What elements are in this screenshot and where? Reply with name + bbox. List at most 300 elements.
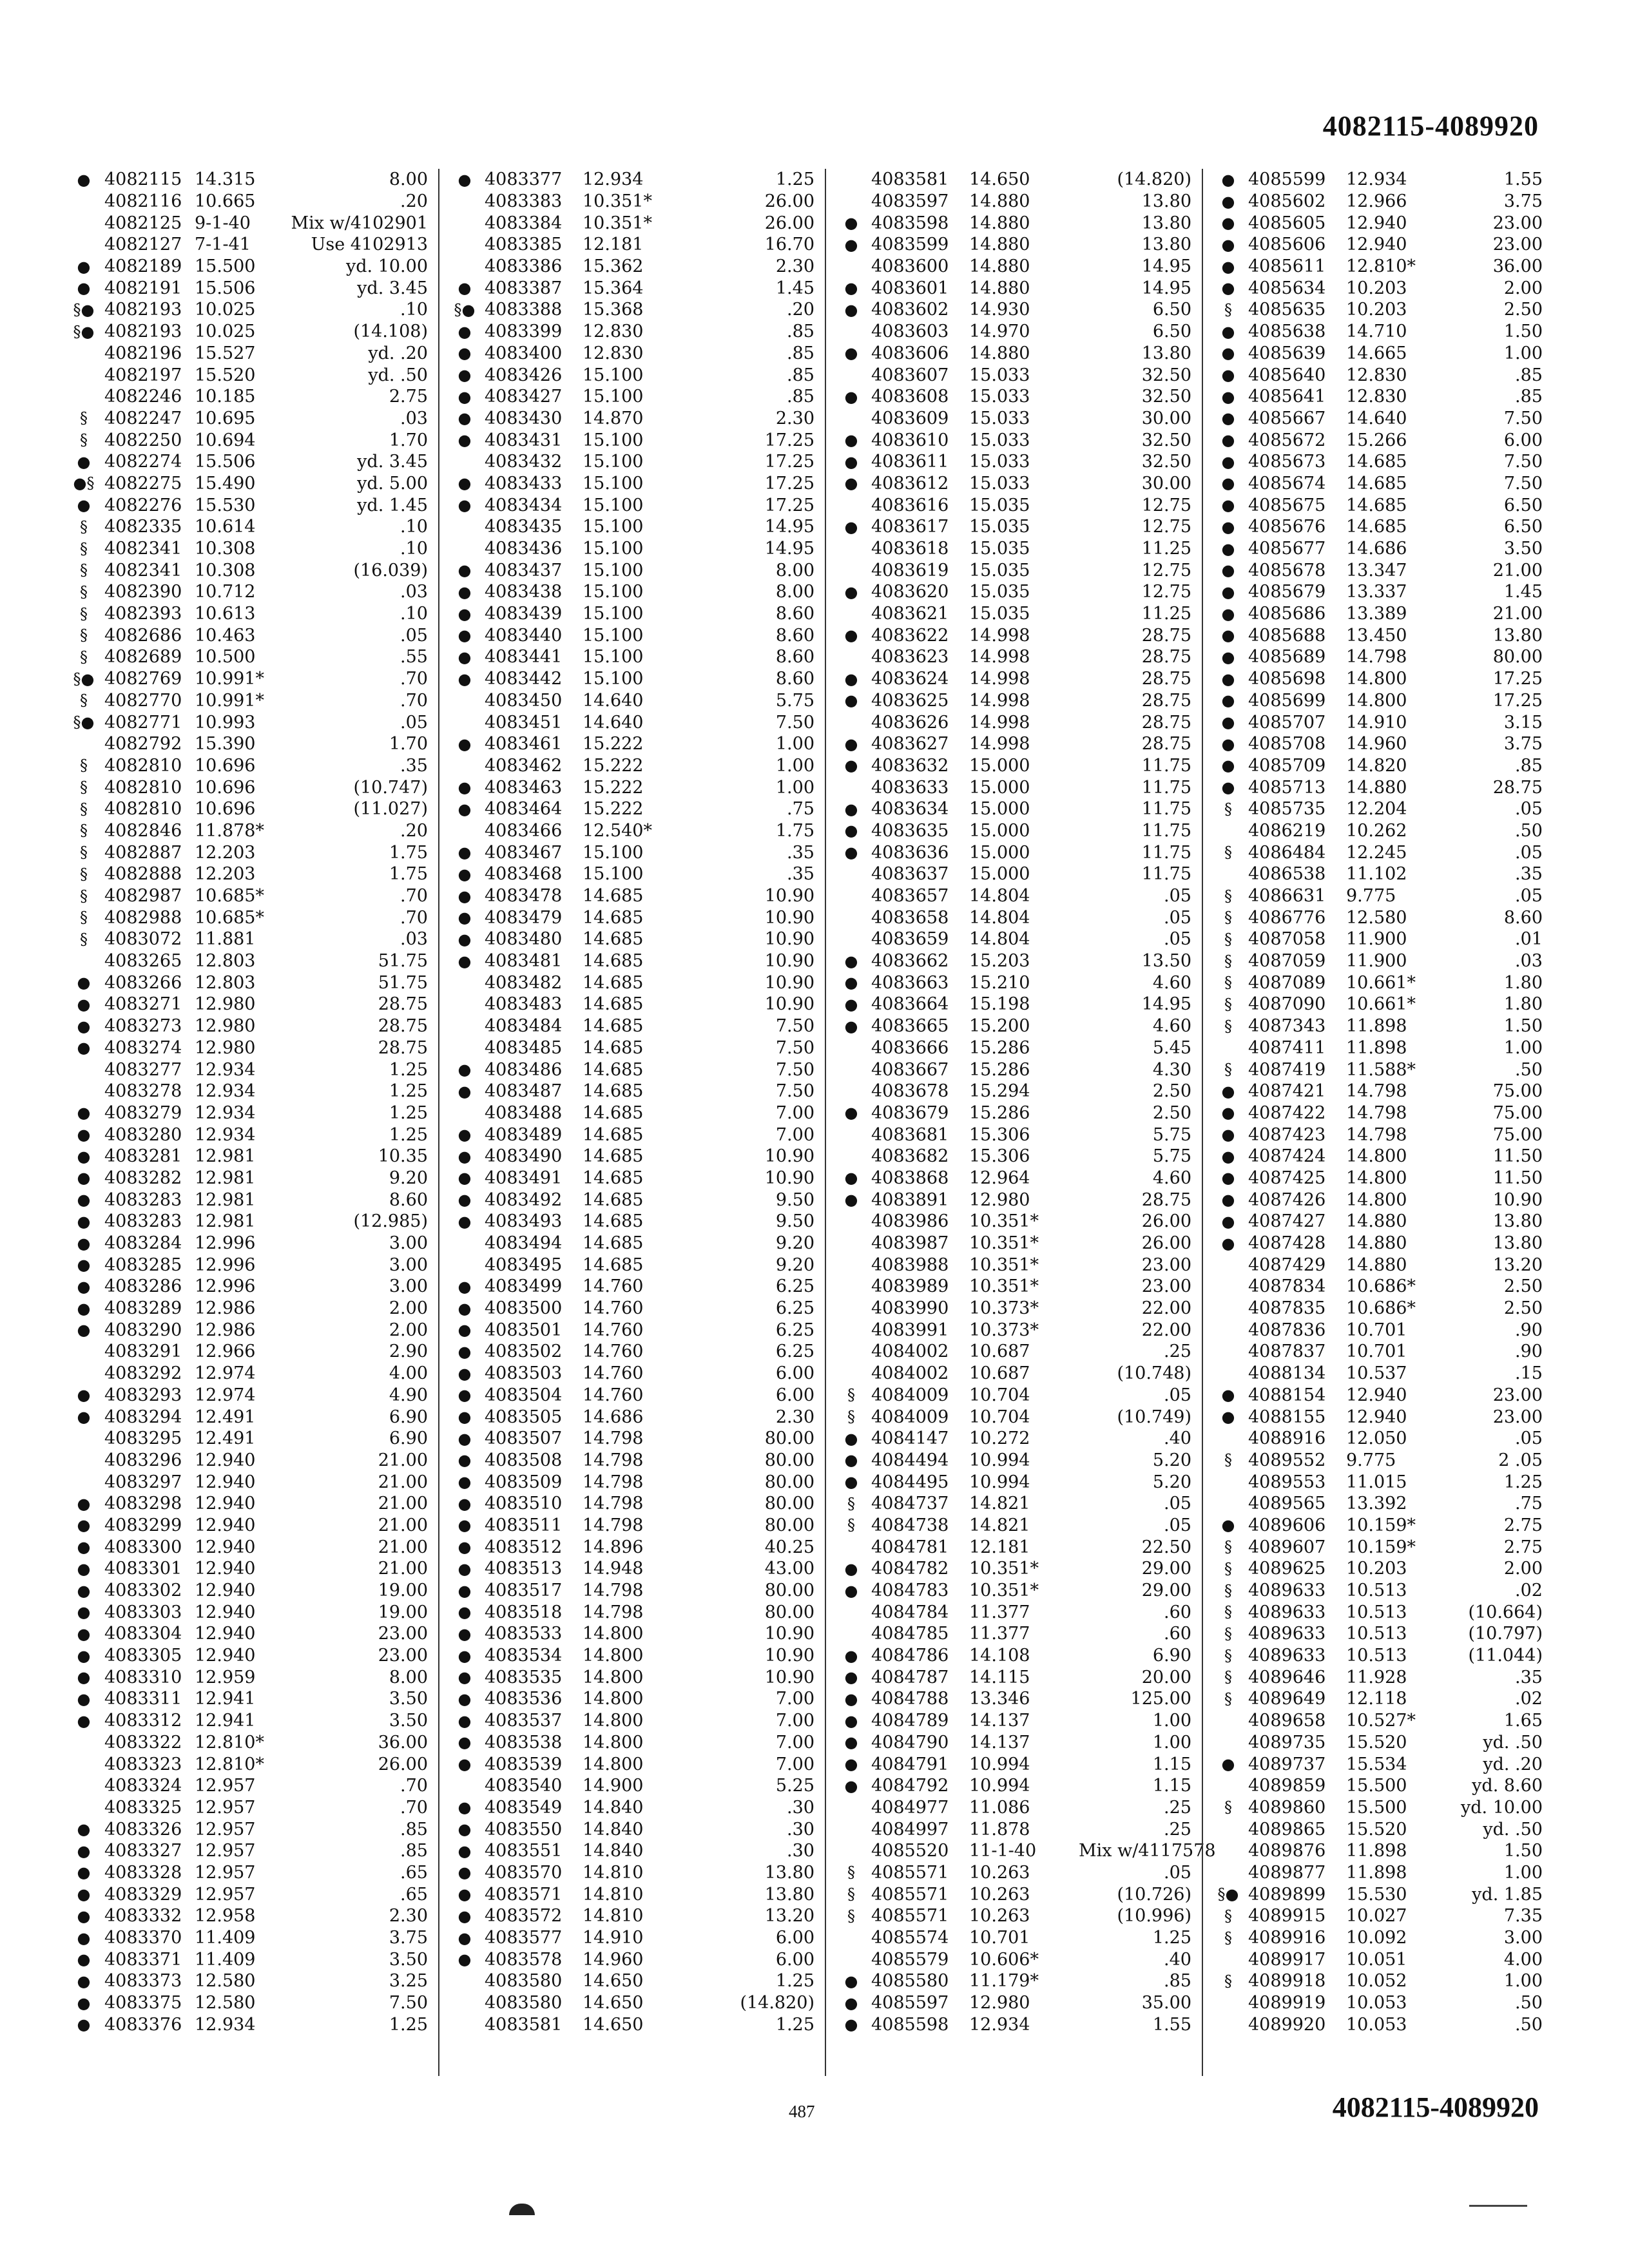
table-row <box>63 451 433 473</box>
part-number: 4087422 <box>1248 1102 1326 1123</box>
part-number: 4083599 <box>871 235 949 255</box>
part-number: 4089633 <box>1248 1602 1326 1622</box>
table-row <box>831 798 1197 820</box>
amount-value: .70 <box>400 886 428 907</box>
part-number: 4083505 <box>485 1407 563 1427</box>
gauge-value: 12.934 <box>969 2014 1030 2035</box>
part-number: 4087425 <box>1248 1168 1326 1188</box>
row-marker: §● <box>1217 1885 1239 1904</box>
amount-value: 1.50 <box>1503 1841 1543 1861</box>
table-row <box>445 473 820 495</box>
page-number: 487 <box>789 2102 815 2121</box>
row-marker: ● <box>77 1624 91 1643</box>
amount-value: 12.75 <box>1141 495 1191 515</box>
row-marker: ● <box>77 1668 91 1687</box>
gauge-value: 15.000 <box>969 864 1030 885</box>
bottom-dash-mark <box>1469 2205 1527 2207</box>
table-row <box>63 1666 433 1688</box>
amount-value: 11.75 <box>1141 820 1191 841</box>
row-marker: § <box>80 517 88 536</box>
gauge-value: 14.870 <box>583 408 644 428</box>
gauge-value: 14.686 <box>1346 539 1407 559</box>
row-marker: ● <box>844 669 858 688</box>
row-marker: ● <box>458 908 472 927</box>
gauge-value: 10.053 <box>1346 1993 1407 2013</box>
gauge-value: 10.513 <box>1346 1581 1407 1601</box>
table-row <box>831 1775 1197 1797</box>
table-row <box>445 1081 820 1102</box>
amount-value: 26.00 <box>764 213 815 233</box>
row-marker: ● <box>77 1386 91 1405</box>
gauge-value: 10.203 <box>1346 300 1407 320</box>
table-row <box>1208 169 1548 191</box>
amount-value: (10.996) <box>1117 1906 1191 1927</box>
amount-value: 6.00 <box>775 1385 815 1405</box>
table-row <box>831 364 1197 386</box>
amount-value: 17.25 <box>764 452 815 472</box>
column-3 <box>825 169 1216 2076</box>
amount-value: 1.15 <box>1152 1754 1191 1774</box>
table-row <box>445 711 820 733</box>
gauge-value: 10.687 <box>969 1363 1030 1384</box>
table-row <box>63 1493 433 1515</box>
gauge-value: 14.760 <box>583 1341 644 1362</box>
row-marker: ● <box>844 1646 858 1665</box>
row-marker: § <box>1224 1538 1232 1557</box>
part-number: 4083681 <box>871 1124 949 1145</box>
part-number: 4082246 <box>104 387 182 407</box>
row-marker: ● <box>1221 1755 1235 1774</box>
row-marker: ● <box>458 887 472 905</box>
gauge-value: 15.100 <box>583 625 644 646</box>
row-marker: ● <box>77 1603 91 1622</box>
gauge-value: 10.308 <box>195 560 256 581</box>
amount-value: 2.00 <box>389 1320 428 1340</box>
table-row <box>445 1666 820 1688</box>
amount-value: 6.25 <box>775 1320 815 1340</box>
part-number: 4083517 <box>485 1581 563 1601</box>
part-number: 4083617 <box>871 517 949 537</box>
table-row <box>831 1840 1216 1862</box>
amount-value: 6.25 <box>775 1298 815 1319</box>
part-number: 4083433 <box>485 473 563 494</box>
part-number: 4083310 <box>104 1667 182 1687</box>
table-row <box>63 1211 433 1233</box>
table-row <box>63 928 433 950</box>
table-row <box>445 1385 820 1407</box>
part-number: 4085639 <box>1248 343 1326 363</box>
gauge-value: 12.940 <box>195 1646 256 1666</box>
part-number: 4084790 <box>871 1732 949 1753</box>
gauge-value: 10.527* <box>1346 1711 1416 1731</box>
part-number: 4085679 <box>1248 582 1326 602</box>
table-row <box>1208 1732 1548 1754</box>
amount-value: 6.00 <box>775 1928 815 1948</box>
part-number: 4085634 <box>1248 278 1326 298</box>
gauge-value: 10.614 <box>195 517 256 537</box>
part-number: 4085667 <box>1248 408 1326 428</box>
gauge-value: 14.880 <box>1346 1211 1407 1232</box>
row-marker: ● <box>458 431 472 450</box>
gauge-value: 14.930 <box>969 300 1030 320</box>
amount-value: 1.50 <box>1503 322 1543 342</box>
gauge-value: 10.053 <box>1346 2014 1407 2035</box>
amount-value: 3.00 <box>389 1254 428 1275</box>
part-number: 4082274 <box>104 452 182 472</box>
table-row <box>1208 798 1548 820</box>
gauge-value: 14.970 <box>969 322 1030 342</box>
part-number: 4087835 <box>1248 1298 1326 1319</box>
amount-value: .05 <box>1515 886 1543 907</box>
amount-value: .70 <box>400 1776 428 1796</box>
part-number: 4084786 <box>871 1646 949 1666</box>
row-marker: § <box>80 865 88 883</box>
table-row <box>445 1059 820 1081</box>
table-row <box>445 1992 820 2014</box>
part-number: 4083467 <box>485 842 563 863</box>
amount-value: 28.75 <box>1141 690 1191 711</box>
amount-value: 10.90 <box>764 1646 815 1666</box>
amount-value: 5.75 <box>1152 1124 1191 1145</box>
part-number: 4089633 <box>1248 1581 1326 1601</box>
row-marker: ● <box>1221 1234 1235 1253</box>
amount-value: 7.50 <box>775 1081 815 1102</box>
row-marker: § <box>847 1907 855 1925</box>
table-row <box>831 1102 1197 1124</box>
table-row <box>63 559 433 581</box>
table-row <box>1208 1840 1548 1862</box>
part-number: 4089735 <box>1248 1732 1326 1753</box>
part-number: 4083616 <box>871 495 949 515</box>
table-row <box>445 1471 820 1493</box>
gauge-value: 14.798 <box>1346 647 1407 668</box>
row-marker: ● <box>844 214 858 233</box>
part-number: 4084788 <box>871 1689 949 1709</box>
table-row <box>63 1406 433 1428</box>
gauge-value: 11.179* <box>969 1971 1039 1992</box>
table-row <box>831 1406 1197 1428</box>
amount-value: 3.75 <box>1503 734 1543 754</box>
gauge-value: 14.998 <box>969 734 1030 754</box>
part-number: 4083483 <box>485 994 563 1015</box>
part-number: 4082189 <box>104 256 182 277</box>
table-row <box>445 581 820 603</box>
row-marker: § <box>80 409 88 428</box>
amount-value: 8.00 <box>775 560 815 581</box>
amount-value: 23.00 <box>1492 1385 1543 1405</box>
part-number: 4083511 <box>485 1515 563 1535</box>
table-row <box>63 1797 433 1819</box>
part-number: 4083373 <box>104 1971 182 1992</box>
gauge-value: 11.928 <box>1346 1667 1407 1687</box>
table-row <box>831 299 1197 321</box>
gauge-value: 13.392 <box>1346 1494 1407 1514</box>
amount-value: .25 <box>1164 1797 1191 1818</box>
amount-value: (11.027) <box>353 799 428 820</box>
gauge-value: 14.810 <box>583 1906 644 1927</box>
amount-value: .10 <box>400 517 428 537</box>
table-row <box>831 1493 1197 1515</box>
table-row <box>831 1536 1197 1558</box>
row-marker: ● <box>844 1711 858 1730</box>
row-marker: § <box>1224 1928 1232 1947</box>
amount-value: 10.90 <box>764 994 815 1015</box>
gauge-value: 14.685 <box>583 1016 644 1037</box>
row-marker: ● <box>458 1928 472 1947</box>
amount-value: 11.25 <box>1141 539 1191 559</box>
amount-value: .35 <box>787 842 815 863</box>
part-number: 4083286 <box>104 1276 182 1297</box>
table-row <box>1208 1905 1548 1927</box>
gauge-value: 13.450 <box>1346 625 1407 646</box>
table-row <box>445 1753 820 1775</box>
amount-value: yd. .20 <box>368 343 428 363</box>
amount-value: 10.90 <box>764 907 815 928</box>
row-marker: ● <box>77 1885 91 1904</box>
table-row <box>445 1536 820 1558</box>
table-row <box>831 1037 1197 1059</box>
gauge-value: 14.650 <box>583 1971 644 1992</box>
gauge-value: 14.760 <box>583 1385 644 1405</box>
row-marker: ● <box>844 344 858 363</box>
row-marker: § <box>80 843 88 862</box>
table-row <box>63 1775 433 1797</box>
table-row <box>445 1840 820 1862</box>
table-row <box>445 277 820 299</box>
gauge-value: 14.998 <box>969 712 1030 733</box>
part-number: 4082250 <box>104 430 182 450</box>
gauge-value: 10.685* <box>195 886 264 907</box>
gauge-value: 10.463 <box>195 625 256 646</box>
gauge-value: 14.798 <box>1346 1081 1407 1102</box>
gauge-value: 12.934 <box>1346 169 1407 190</box>
amount-value: .10 <box>400 300 428 320</box>
amount-value: 17.25 <box>764 430 815 450</box>
gauge-value: 14.685 <box>583 1037 644 1058</box>
table-row <box>63 1471 433 1493</box>
part-number: 4083491 <box>485 1168 563 1188</box>
row-marker: ● <box>844 279 858 298</box>
amount-value: 1.75 <box>389 842 428 863</box>
amount-value: 1.70 <box>389 430 428 450</box>
gauge-value: 12.491 <box>195 1428 256 1449</box>
gauge-value: 12.980 <box>969 1189 1030 1210</box>
table-row <box>831 733 1197 755</box>
table-row <box>1208 559 1548 581</box>
row-marker: ● <box>458 1429 472 1448</box>
table-row <box>831 646 1197 668</box>
part-number: 4083486 <box>485 1059 563 1080</box>
table-row <box>445 907 820 928</box>
amount-value: .65 <box>400 1862 428 1883</box>
row-marker: ● <box>844 582 858 601</box>
part-number: 4082810 <box>104 799 182 820</box>
table-row <box>63 169 433 191</box>
amount-value: Use 4102913 <box>311 235 428 255</box>
part-number: 4083678 <box>871 1081 949 1102</box>
table-row <box>63 1927 433 1949</box>
gauge-value: 11.102 <box>1346 864 1407 885</box>
table-row <box>445 1732 820 1754</box>
row-marker: § <box>1224 800 1232 818</box>
table-row <box>63 668 433 690</box>
part-number: 4083510 <box>485 1494 563 1514</box>
part-number: 4085713 <box>1248 777 1326 798</box>
table-row <box>1208 1580 1548 1602</box>
row-marker: § <box>80 822 88 840</box>
gauge-value: 10.696 <box>195 755 256 776</box>
table-row <box>63 1840 433 1862</box>
part-number: 4083662 <box>871 951 949 972</box>
gauge-value: 15.100 <box>583 452 644 472</box>
part-number: 4082792 <box>104 734 182 754</box>
row-marker: ● <box>458 366 472 385</box>
part-number: 4083570 <box>485 1862 563 1883</box>
amount-value: 5.75 <box>1152 1146 1191 1167</box>
gauge-value: 10.027 <box>1346 1906 1407 1927</box>
gauge-value: 15.000 <box>969 842 1030 863</box>
part-number: 4082686 <box>104 625 182 646</box>
part-number: 4083326 <box>104 1819 182 1840</box>
table-row <box>63 1385 433 1407</box>
table-row <box>831 1710 1197 1732</box>
gauge-value: 12.964 <box>969 1168 1030 1188</box>
amount-value: 80.00 <box>764 1428 815 1449</box>
table-row <box>445 256 820 278</box>
part-number: 4082810 <box>104 755 182 776</box>
part-number: 4083601 <box>871 278 949 298</box>
amount-value: 14.95 <box>1141 256 1191 277</box>
amount-value: yd. 5.00 <box>357 473 428 494</box>
gauge-value: 14.685 <box>583 1124 644 1145</box>
row-marker: ● <box>77 974 91 992</box>
table-row <box>63 1710 433 1732</box>
part-number: 4083606 <box>871 343 949 363</box>
gauge-value: 14.880 <box>969 213 1030 233</box>
part-number: 4084789 <box>871 1711 949 1731</box>
table-row <box>445 1298 820 1320</box>
gauge-value: 10.092 <box>1346 1928 1407 1948</box>
part-number: 4083271 <box>104 994 182 1015</box>
row-marker: ● <box>458 1364 472 1383</box>
row-marker: ● <box>77 257 91 276</box>
table-row <box>1208 1341 1548 1363</box>
bottom-smudge-mark <box>509 2204 535 2215</box>
gauge-value: 12.940 <box>195 1515 256 1535</box>
amount-value: 10.90 <box>764 1168 815 1188</box>
part-number: 4083303 <box>104 1602 182 1622</box>
table-row <box>1208 776 1548 798</box>
table-row <box>831 212 1197 234</box>
part-number: 4083324 <box>104 1776 182 1796</box>
gauge-value: 12.940 <box>195 1537 256 1557</box>
row-marker: ● <box>458 1169 472 1187</box>
part-number: 4083597 <box>871 191 949 212</box>
part-number: 4083436 <box>485 539 563 559</box>
row-marker: § <box>80 756 88 775</box>
amount-value: 1.00 <box>775 734 815 754</box>
gauge-value: 10.606* <box>969 1949 1039 1970</box>
amount-value: .85 <box>787 322 815 342</box>
part-number: 4087411 <box>1248 1037 1326 1058</box>
row-marker: ● <box>844 974 858 992</box>
row-marker: ● <box>844 431 858 450</box>
part-number: 4089865 <box>1248 1819 1326 1840</box>
amount-value: 8.00 <box>389 169 428 190</box>
row-marker: ● <box>458 1950 472 1969</box>
gauge-value: 14.840 <box>583 1841 644 1861</box>
amount-value: 32.50 <box>1141 452 1191 472</box>
part-number: 4084147 <box>871 1428 949 1449</box>
part-number: 4083291 <box>104 1341 182 1362</box>
amount-value: yd. 3.45 <box>357 452 428 472</box>
gauge-value: 15.033 <box>969 387 1030 407</box>
table-row <box>63 711 433 733</box>
gauge-value: 10.685* <box>195 907 264 928</box>
part-number: 4083277 <box>104 1059 182 1080</box>
part-number: 4083464 <box>485 799 563 820</box>
amount-value: yd. 8.60 <box>1472 1776 1543 1796</box>
table-row <box>445 1450 820 1472</box>
table-row <box>831 1385 1197 1407</box>
table-row <box>445 928 820 950</box>
part-number: 4085689 <box>1248 647 1326 668</box>
gauge-value: 10.994 <box>969 1776 1030 1796</box>
part-number: 4083295 <box>104 1428 182 1449</box>
part-number: 4082115 <box>104 169 182 190</box>
gauge-value: 10.661* <box>1346 994 1416 1015</box>
row-marker: ● <box>1221 170 1235 189</box>
row-marker: ● <box>458 409 472 428</box>
part-number: 4083322 <box>104 1732 182 1753</box>
table-row <box>63 1319 433 1341</box>
table-row <box>445 755 820 777</box>
table-row <box>445 299 820 321</box>
part-number: 4083278 <box>104 1081 182 1102</box>
amount-value: yd. 10.00 <box>346 256 428 277</box>
gauge-value: 15.000 <box>969 799 1030 820</box>
table-row <box>445 1623 820 1645</box>
row-marker: § <box>80 648 88 666</box>
amount-value: Mix w/4102901 <box>291 213 428 233</box>
amount-value: 20.00 <box>1141 1667 1191 1687</box>
part-number: 4083502 <box>485 1341 563 1362</box>
amount-value: 4.30 <box>1152 1059 1191 1080</box>
table-row <box>445 1515 820 1537</box>
amount-value: .75 <box>787 799 815 820</box>
row-marker: § <box>80 908 88 927</box>
amount-value: .85 <box>400 1841 428 1861</box>
table-row <box>63 690 433 712</box>
amount-value: 4.90 <box>389 1385 428 1405</box>
table-row <box>1208 1515 1548 1537</box>
part-number: 4088134 <box>1248 1363 1326 1384</box>
table-row <box>1208 1970 1548 1992</box>
gauge-value: 14.998 <box>969 669 1030 689</box>
row-marker: § <box>1224 1646 1232 1665</box>
part-number: 4083488 <box>485 1102 563 1123</box>
amount-value: 28.75 <box>378 1016 428 1037</box>
amount-value: 26.00 <box>1141 1233 1191 1254</box>
amount-value: 3.75 <box>389 1928 428 1948</box>
part-number: 4089606 <box>1248 1515 1326 1535</box>
part-number: 4083987 <box>871 1233 949 1254</box>
row-marker: ● <box>1221 279 1235 298</box>
part-number: 4083991 <box>871 1320 949 1340</box>
gauge-value: 12.981 <box>195 1189 256 1210</box>
table-row <box>445 1688 820 1710</box>
gauge-value: 9-1-40 <box>195 213 251 233</box>
